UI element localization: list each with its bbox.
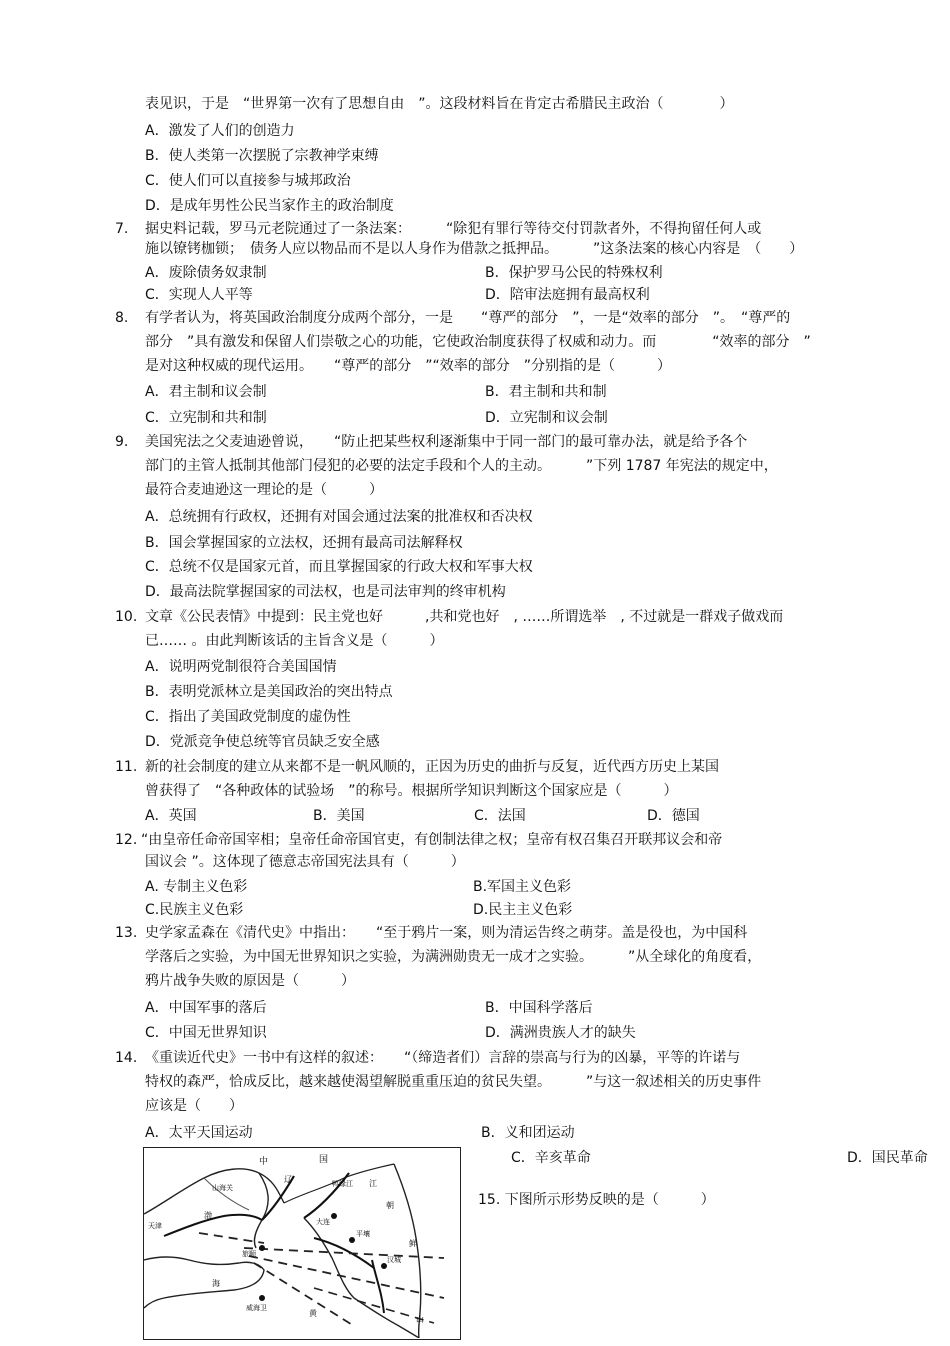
map-dashed-route-2 xyxy=(249,1256,444,1298)
map-label: 山 xyxy=(416,1315,424,1324)
q8-stem-line1: 有学者认为，将英国政治制度分成两个部分，一是 “尊严的部分 ”，一是“效率的部分 ”。 “尊严的 xyxy=(145,310,791,326)
map-marker-pingrang xyxy=(349,1237,355,1243)
q10-number: 10. xyxy=(115,609,138,625)
q12-stem-line2: 国议会 ”。这体现了德意志帝国宪法具有（ ） xyxy=(145,854,465,870)
q8-number: 8. xyxy=(115,310,129,326)
q14-option-d: D．国民革命 xyxy=(847,1150,928,1166)
q10-option-a: A．说明两党制很符合美国国情 xyxy=(145,659,337,675)
q9-stem-line2: 部门的主管人抵制其他部门侵犯的必要的法定手段和个人的主动。 ”下列 1787 年宪法的规定中， xyxy=(145,458,778,474)
q13-stem-line2: 学落后之实验，为中国无世界知识之实验，为满洲勋贵无一成才之实验。 ”从全球化的角度看， xyxy=(145,949,762,965)
q14-stem-line3: 应该是（ ） xyxy=(145,1098,243,1114)
q13-option-a: A．中国军事的落后 xyxy=(145,1000,267,1016)
q13-stem-line1: 史学家孟森在《清代史》中指出： “至于鸦片一案，则为清运告终之萌芽。盖是役也，为中国科 xyxy=(145,925,748,941)
map-marker-dalian xyxy=(331,1213,337,1219)
map-river xyxy=(204,1178,249,1210)
q8-option-d: D．立宪制和议会制 xyxy=(485,410,608,426)
map-label: 海 xyxy=(212,1279,220,1288)
map-label: 大连 xyxy=(316,1218,330,1226)
map-drawing xyxy=(144,1148,459,1338)
q12-number: 12. xyxy=(115,832,138,848)
q10-option-d: D．党派竞争使总统等官员缺乏安全感 xyxy=(145,734,380,750)
q10-option-c: C．指出了美国政党制度的虚伪性 xyxy=(145,709,351,725)
map-marker-lushun xyxy=(259,1245,265,1251)
q12-option-d: D.民主主义色彩 xyxy=(473,902,573,918)
q9-number: 9. xyxy=(115,434,129,450)
q6-option-b: B．使人类第一次摆脱了宗教神学束缚 xyxy=(145,148,379,164)
q12-option-c: C.民族主义色彩 xyxy=(145,902,244,918)
map-label: 天津 xyxy=(148,1222,162,1230)
q8-stem-line3: 是对这种权威的现代运用。 “尊严的部分 ”“效率的部分 ”分别指的是（ ） xyxy=(145,358,672,374)
q11-number: 11. xyxy=(115,759,138,775)
q10-stem-line2: 已…… 。由此判断该话的主旨含义是（ ） xyxy=(145,633,444,649)
q11-option-b: B．美国 xyxy=(313,808,365,824)
q7-option-d: D．陪审法庭拥有最高权利 xyxy=(485,287,650,303)
q14-option-a: A．太平天国运动 xyxy=(145,1125,253,1141)
q7-stem-line2: 施以镣铐枷锁； 债务人应以物品而不是以人身作为借款之抵押品。 ”这条法案的核心内容是 （ ） xyxy=(145,241,804,257)
q13-number: 13. xyxy=(115,925,138,941)
q11-stem-line2: 曾获得了 “各种政体的试验场 ”的称号。根据所学知识判断这个国家应是（ ） xyxy=(145,783,678,799)
map-label: 鸭绿江 xyxy=(332,1180,353,1188)
q11-option-c: C．法国 xyxy=(474,808,526,824)
q15-stem: 15. 下图所示形势反映的是（ ） xyxy=(478,1192,715,1208)
map-label: 国 xyxy=(319,1155,329,1165)
q12-stem-line1: “由皇帝任命帝国宰相；皇帝任命帝国官吏，有创制法律之权；皇帝有权召集召开联邦议会和帝 xyxy=(141,832,723,848)
map-label: 旅顺 xyxy=(242,1250,256,1258)
q6-option-a: A．激发了人们的创造力 xyxy=(145,123,295,139)
q14-option-b: B．义和团运动 xyxy=(481,1125,575,1141)
q9-option-b: B．国会掌握国家的立法权，还拥有最高司法解释权 xyxy=(145,535,463,551)
map-label: 平壤 xyxy=(356,1230,370,1238)
map-route-solid-5 xyxy=(164,1215,262,1236)
q9-option-a: A．总统拥有行政权，还拥有对国会通过法案的批准权和否决权 xyxy=(145,509,533,525)
map-label: 朝 xyxy=(386,1201,394,1210)
map-label: 鲜 xyxy=(409,1239,417,1248)
q8-option-a: A．君主制和议会制 xyxy=(145,384,267,400)
q10-option-b: B．表明党派林立是美国政治的突出特点 xyxy=(145,684,393,700)
q7-option-a: A．废除债务奴隶制 xyxy=(145,265,267,281)
q6-option-d: D．是成年男性公民当家作主的政治制度 xyxy=(145,198,394,214)
q8-option-b: B．君主制和共和制 xyxy=(485,384,607,400)
q7-option-b: B．保护罗马公民的特殊权利 xyxy=(485,265,663,281)
q9-stem-line1: 美国宪法之父麦迪逊曾说， “防止把某些权利逐渐集中于同一部门的最可靠办法，就是给予各个 xyxy=(145,434,748,450)
q9-option-c: C．总统不仅是国家元首，而且掌握国家的行政大权和军事大权 xyxy=(145,559,533,575)
q14-option-c: C．辛亥革命 xyxy=(511,1150,591,1166)
q11-stem-line1: 新的社会制度的建立从来都不是一帆风顺的，正因为历史的曲折与反复，近代西方历史上某国 xyxy=(145,759,719,775)
q14-stem-line2: 特权的森严，恰成反比，越来越使渴望解脱重重压迫的贫民失望。 ”与这一叙述相关的历史事件 xyxy=(145,1074,762,1090)
map-coastline-korea-east xyxy=(394,1164,421,1338)
q13-option-d: D．满洲贵族人才的缺失 xyxy=(485,1025,636,1041)
q11-option-a: A．英国 xyxy=(145,808,197,824)
q14-stem-line1: 《重读近代史》一书中有这样的叙述： “（缔造者们）言辞的崇高与行为的凶暴，平等的许诺与 xyxy=(145,1050,741,1066)
map-label: 山海关 xyxy=(212,1184,233,1192)
q11-option-d: D．德国 xyxy=(647,808,700,824)
map-label: 汉城 xyxy=(387,1256,401,1264)
map-label: 威海卫 xyxy=(246,1304,267,1312)
q13-stem-line3: 鸦片战争失败的原因是（ ） xyxy=(145,973,355,989)
map-coastline-liaodong xyxy=(254,1173,268,1248)
q12-option-a: A. 专制主义色彩 xyxy=(145,879,248,895)
q10-stem-line1: 文章《公民表情》中提到：民主党也好 ,共和党也好 , ……所谓选举 , 不过就是一群戏子做戏而 xyxy=(145,609,784,625)
q8-option-c: C．立宪制和共和制 xyxy=(145,410,267,426)
q7-number: 7. xyxy=(115,221,129,237)
q8-stem-line2: 部分 ”具有激发和保留人们崇敬之心的功能，它使政治制度获得了权威和动力。而 “效率的部分 ” xyxy=(145,334,811,350)
q6-stem-continuation: 表见识，于是 “世界第一次有了思想自由 ”。这段材料旨在肯定古希腊民主政治（ ） xyxy=(145,96,734,112)
map-label: 渤 xyxy=(204,1211,212,1220)
q6-option-c: C．使人们可以直接参与城邦政治 xyxy=(145,173,351,189)
q14-number: 14. xyxy=(115,1050,138,1066)
historical-map-figure xyxy=(143,1147,461,1340)
map-marker-weihaiwei xyxy=(259,1295,265,1301)
map-label: 江 xyxy=(369,1179,377,1188)
q13-option-b: B．中国科学落后 xyxy=(485,1000,593,1016)
map-label: 辽 xyxy=(284,1175,292,1184)
map-label: 黄 xyxy=(309,1309,317,1318)
q9-stem-line3: 最符合麦迪逊这一理论的是（ ） xyxy=(145,482,383,498)
q9-option-d: D．最高法院掌握国家的司法权，也是司法审判的终审机构 xyxy=(145,584,506,600)
q7-option-c: C．实现人人平等 xyxy=(145,287,253,303)
q13-option-c: C．中国无世界知识 xyxy=(145,1025,267,1041)
q12-option-b: B.军国主义色彩 xyxy=(473,879,572,895)
map-coastline-shandong xyxy=(144,1257,264,1308)
q7-stem-line1: 据史料记载，罗马元老院通过了一条法案： “除犯有罪行等待交付罚款者外，不得拘留任何人或 xyxy=(145,221,762,237)
map-label: 中 xyxy=(259,1157,269,1167)
